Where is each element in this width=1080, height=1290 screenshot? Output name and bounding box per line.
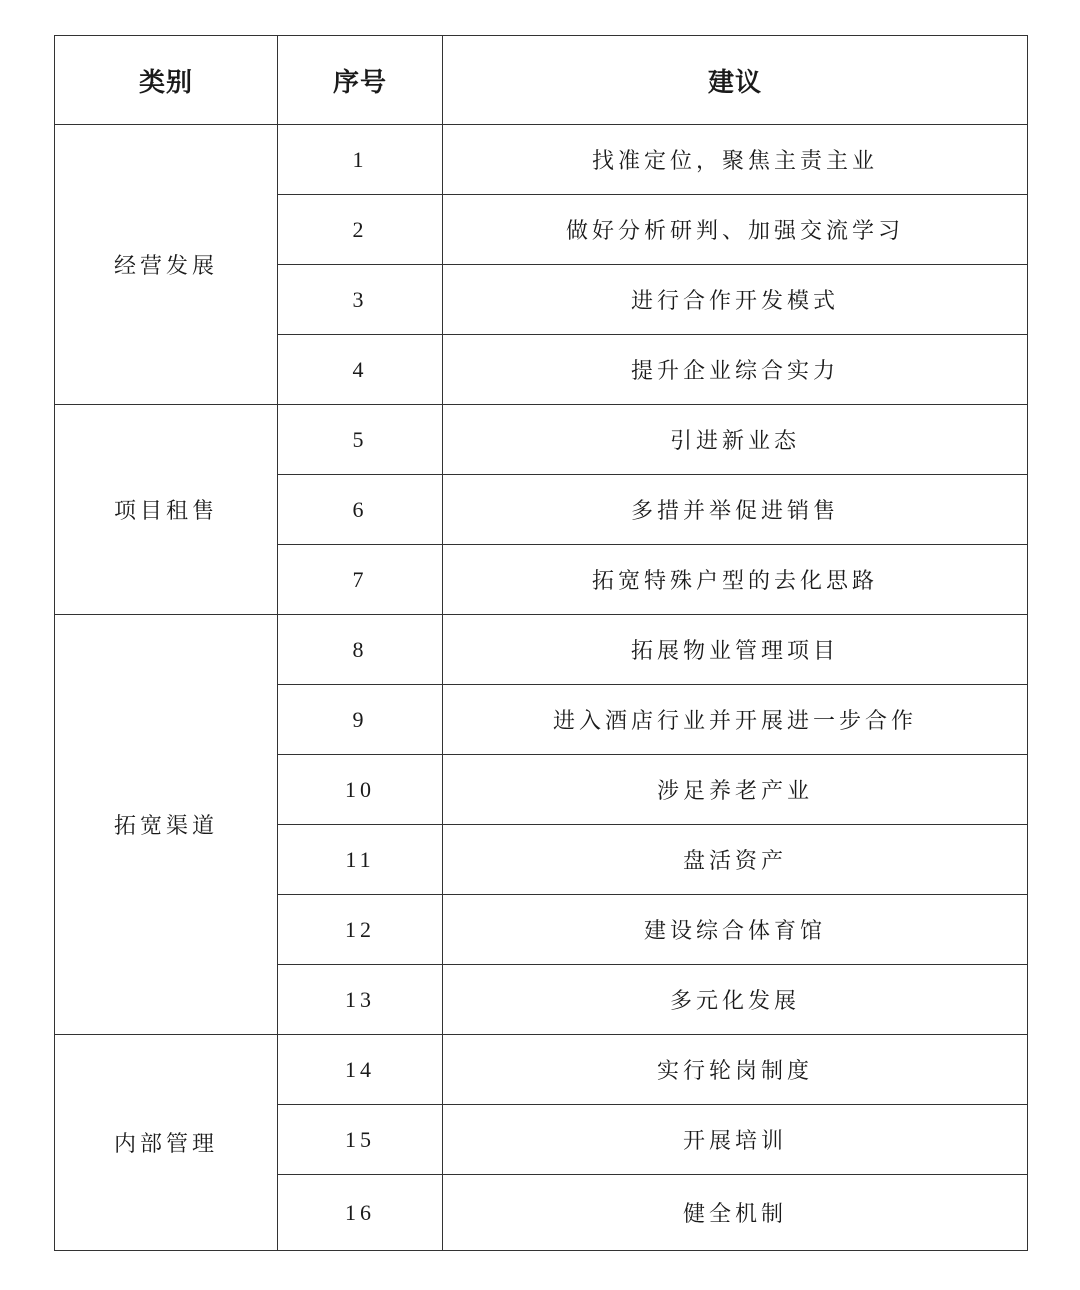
header-advice: 建议 xyxy=(443,36,1028,125)
advice-cell: 拓展物业管理项目 xyxy=(443,615,1028,685)
header-category: 类别 xyxy=(55,36,278,125)
advice-cell: 提升企业综合实力 xyxy=(443,335,1028,405)
seq-cell: 5 xyxy=(278,405,443,475)
table-row xyxy=(55,1035,1028,1105)
seq-cell: 11 xyxy=(278,825,443,895)
seq-cell: 1 xyxy=(278,125,443,195)
seq-cell: 8 xyxy=(278,615,443,685)
advice-cell: 多元化发展 xyxy=(443,965,1028,1035)
table-row xyxy=(55,405,1028,475)
seq-cell: 16 xyxy=(278,1175,443,1251)
advice-cell: 找准定位，聚焦主责主业 xyxy=(443,125,1028,195)
seq-cell: 4 xyxy=(278,335,443,405)
advice-cell: 健全机制 xyxy=(443,1175,1028,1251)
seq-cell: 15 xyxy=(278,1105,443,1175)
advice-cell: 引进新业态 xyxy=(443,405,1028,475)
advice-cell: 拓宽特殊户型的去化思路 xyxy=(443,545,1028,615)
header-row xyxy=(55,36,1028,125)
seq-cell: 2 xyxy=(278,195,443,265)
seq-cell: 6 xyxy=(278,475,443,545)
advice-cell: 盘活资产 xyxy=(443,825,1028,895)
seq-cell: 9 xyxy=(278,685,443,755)
seq-cell: 7 xyxy=(278,545,443,615)
seq-cell: 12 xyxy=(278,895,443,965)
table-row xyxy=(55,615,1028,685)
seq-cell: 10 xyxy=(278,755,443,825)
advice-cell: 进行合作开发模式 xyxy=(443,265,1028,335)
category-cell: 经营发展 xyxy=(55,125,278,405)
category-cell: 项目租售 xyxy=(55,405,278,615)
suggestions-table xyxy=(54,35,1028,1251)
seq-cell: 3 xyxy=(278,265,443,335)
seq-cell: 13 xyxy=(278,965,443,1035)
advice-cell: 进入酒店行业并开展进一步合作 xyxy=(443,685,1028,755)
advice-cell: 建设综合体育馆 xyxy=(443,895,1028,965)
advice-cell: 多措并举促进销售 xyxy=(443,475,1028,545)
category-cell: 内部管理 xyxy=(55,1035,278,1251)
advice-cell: 涉足养老产业 xyxy=(443,755,1028,825)
advice-cell: 实行轮岗制度 xyxy=(443,1035,1028,1105)
seq-cell: 14 xyxy=(278,1035,443,1105)
header-seq: 序号 xyxy=(278,36,443,125)
category-cell: 拓宽渠道 xyxy=(55,615,278,1035)
table-row xyxy=(55,125,1028,195)
advice-cell: 做好分析研判、加强交流学习 xyxy=(443,195,1028,265)
advice-cell: 开展培训 xyxy=(443,1105,1028,1175)
